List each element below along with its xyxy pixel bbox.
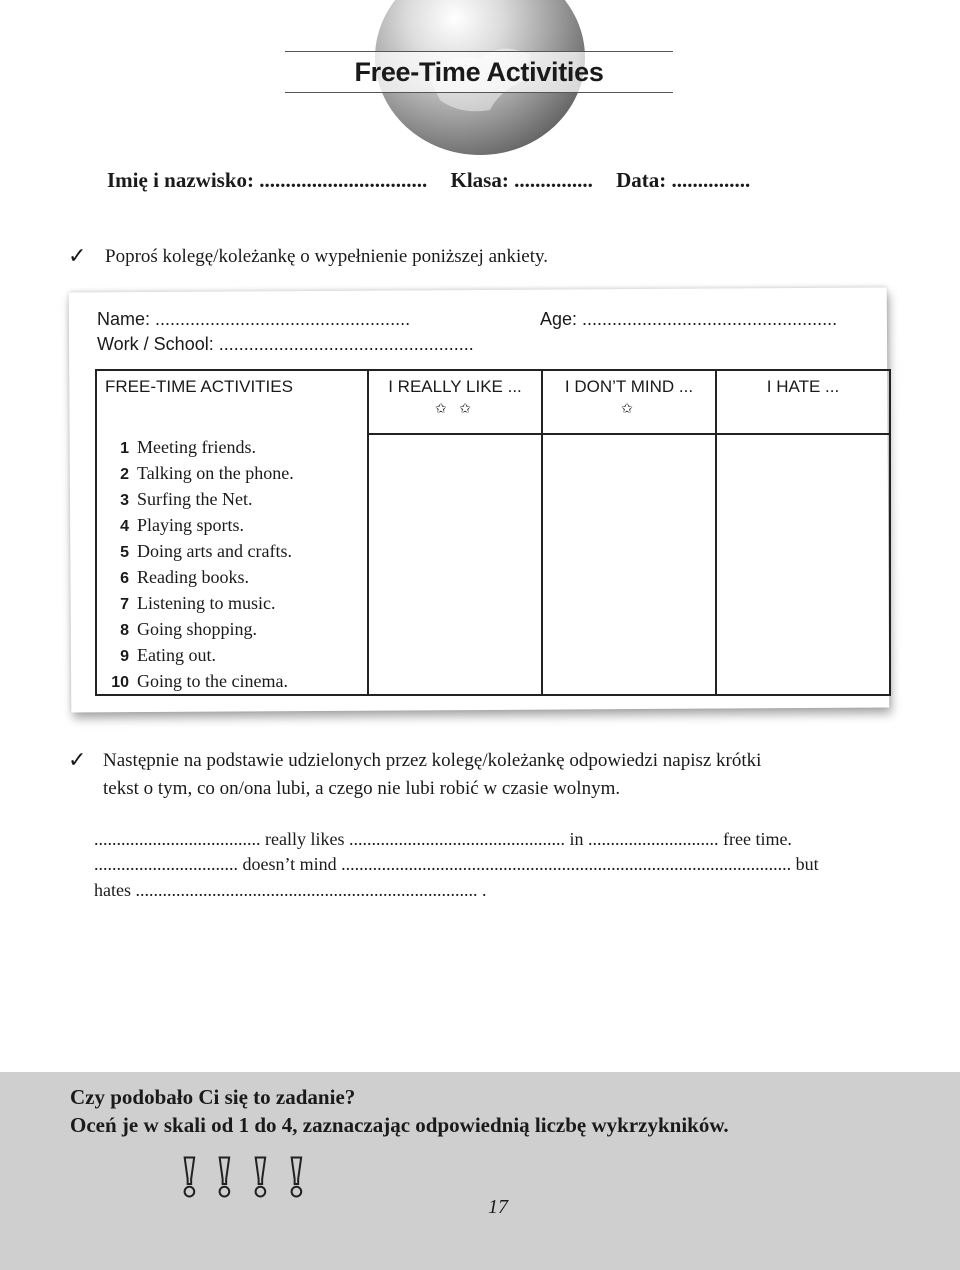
date-field[interactable]: Data: ...............	[616, 168, 751, 192]
form-name-field[interactable]: Name: ...................................................	[97, 309, 411, 329]
instruction-2-line2: tekst o tym, co on/ona lubi, a czego nie lubi robić w czasie wolnym.	[103, 778, 621, 799]
activity-number: 4	[120, 517, 129, 535]
fill-line-3[interactable]: hates ............................................................................ .	[94, 880, 487, 900]
activity-cell	[96, 668, 368, 695]
table-row	[96, 486, 890, 512]
hate-cell[interactable]	[716, 642, 890, 668]
survey-table	[95, 369, 891, 696]
exclamation-mark-4[interactable]: !	[285, 1148, 308, 1209]
rating-instruction: Oceń je w skali od 1 do 4, zaznaczając odpowiednią liczbę wykrzykników.	[70, 1113, 729, 1137]
dont-mind-cell[interactable]	[542, 538, 716, 564]
hate-header	[716, 370, 890, 434]
hate-cell[interactable]	[716, 616, 890, 642]
activity-cell	[96, 616, 368, 642]
really-like-cell[interactable]	[368, 486, 542, 512]
table-row	[96, 512, 890, 538]
activity-label: Meeting friends.	[137, 436, 256, 457]
really-like-cell[interactable]	[368, 564, 542, 590]
activity-number: 10	[111, 673, 129, 691]
hate-cell[interactable]	[716, 590, 890, 616]
dont-mind-header	[542, 370, 716, 434]
dont-mind-label: I DON’T MIND ...	[564, 377, 694, 396]
activity-cell	[96, 486, 368, 512]
dont-mind-cell[interactable]	[542, 668, 716, 695]
hate-cell[interactable]	[716, 434, 890, 460]
exclamation-mark-1[interactable]: !	[178, 1148, 201, 1209]
fill-line-1[interactable]: ..................................... really likes ................................................ in ............................. free time.	[94, 829, 792, 849]
hate-cell[interactable]	[716, 512, 890, 538]
activity-label: Talking on the phone.	[137, 462, 294, 483]
rating-question: Czy podobało Ci się to zadanie?	[70, 1085, 356, 1109]
really-like-cell[interactable]	[368, 616, 542, 642]
activity-cell	[96, 512, 368, 538]
form-work-field[interactable]: Work / School: ...................................................	[97, 334, 474, 354]
hate-cell[interactable]	[716, 486, 890, 512]
activity-cell	[96, 564, 368, 590]
activity-number: 3	[120, 491, 129, 509]
exclamation-mark-2[interactable]: !	[213, 1148, 236, 1209]
title-band	[285, 51, 673, 93]
class-field[interactable]: Klasa: ...............	[450, 168, 593, 192]
activity-label: Going shopping.	[137, 618, 258, 639]
dont-mind-cell[interactable]	[542, 564, 716, 590]
activities-header: FREE-TIME ACTIVITIES	[105, 377, 293, 396]
one-star-icon: ✩	[621, 401, 637, 417]
dont-mind-cell[interactable]	[542, 460, 716, 486]
activity-number: 7	[120, 595, 129, 613]
instruction-1: Poproś kolegę/koleżankę o wypełnienie poniższej ankiety.	[105, 246, 549, 267]
activity-cell	[96, 538, 368, 564]
hate-cell[interactable]	[716, 668, 890, 695]
dont-mind-cell[interactable]	[542, 616, 716, 642]
activity-number: 9	[120, 647, 129, 665]
instruction-2-line1: Następnie na podstawie udzielonych przez kolegę/koleżankę odpowiedzi napisz krótki	[103, 750, 762, 771]
page-title: Free-Time Activities	[354, 56, 604, 87]
table-row	[96, 642, 890, 668]
hate-label: I HATE ...	[766, 377, 840, 396]
activity-cell	[96, 590, 368, 616]
activity-label: Reading books.	[137, 566, 249, 587]
two-stars-icon: ✩ ✩	[435, 401, 475, 417]
really-like-header	[368, 370, 542, 434]
activity-label: Eating out.	[137, 644, 216, 665]
dont-mind-cell[interactable]	[542, 486, 716, 512]
activity-cell	[96, 434, 368, 460]
dont-mind-cell[interactable]	[542, 642, 716, 668]
page-number: 17	[488, 1196, 508, 1218]
activity-number: 1	[120, 439, 129, 457]
really-like-cell[interactable]	[368, 642, 542, 668]
dont-mind-cell[interactable]	[542, 512, 716, 538]
activity-cell	[96, 642, 368, 668]
checkmark-icon: ✓	[68, 748, 87, 773]
checkmark-icon: ✓	[68, 244, 87, 269]
table-row	[96, 564, 890, 590]
table-row	[96, 434, 890, 460]
fill-line-2[interactable]: ................................ doesn’t mind .................................................................................................... but	[94, 854, 819, 874]
table-row	[96, 668, 890, 695]
really-like-cell[interactable]	[368, 668, 542, 695]
table-row	[96, 590, 890, 616]
form-age-field[interactable]: Age: ...................................................	[540, 309, 838, 329]
activity-number: 5	[120, 543, 129, 561]
hate-cell[interactable]	[716, 460, 890, 486]
really-like-cell[interactable]	[368, 512, 542, 538]
dont-mind-cell[interactable]	[542, 590, 716, 616]
activity-label: Surfing the Net.	[137, 488, 253, 509]
survey-rows	[96, 434, 890, 695]
activity-cell	[96, 460, 368, 486]
really-like-cell[interactable]	[368, 590, 542, 616]
name-field[interactable]: Imię i nazwisko: ................................	[107, 168, 428, 192]
activity-number: 2	[120, 465, 129, 483]
activity-label: Doing arts and crafts.	[137, 540, 292, 561]
really-like-cell[interactable]	[368, 538, 542, 564]
table-row	[96, 616, 890, 642]
really-like-label: I REALLY LIKE ...	[388, 377, 522, 396]
table-row	[96, 538, 890, 564]
table-row	[96, 460, 890, 486]
really-like-cell[interactable]	[368, 434, 542, 460]
activity-number: 6	[120, 569, 129, 587]
really-like-cell[interactable]	[368, 460, 542, 486]
activity-label: Listening to music.	[137, 592, 276, 613]
exclamation-mark-3[interactable]: !	[249, 1148, 272, 1209]
activity-label: Going to the cinema.	[137, 670, 288, 691]
hate-cell[interactable]	[716, 538, 890, 564]
student-info-row	[107, 168, 768, 193]
hate-cell[interactable]	[716, 564, 890, 590]
dont-mind-cell[interactable]	[542, 434, 716, 460]
activity-number: 8	[120, 621, 129, 639]
activity-label: Playing sports.	[137, 514, 245, 535]
